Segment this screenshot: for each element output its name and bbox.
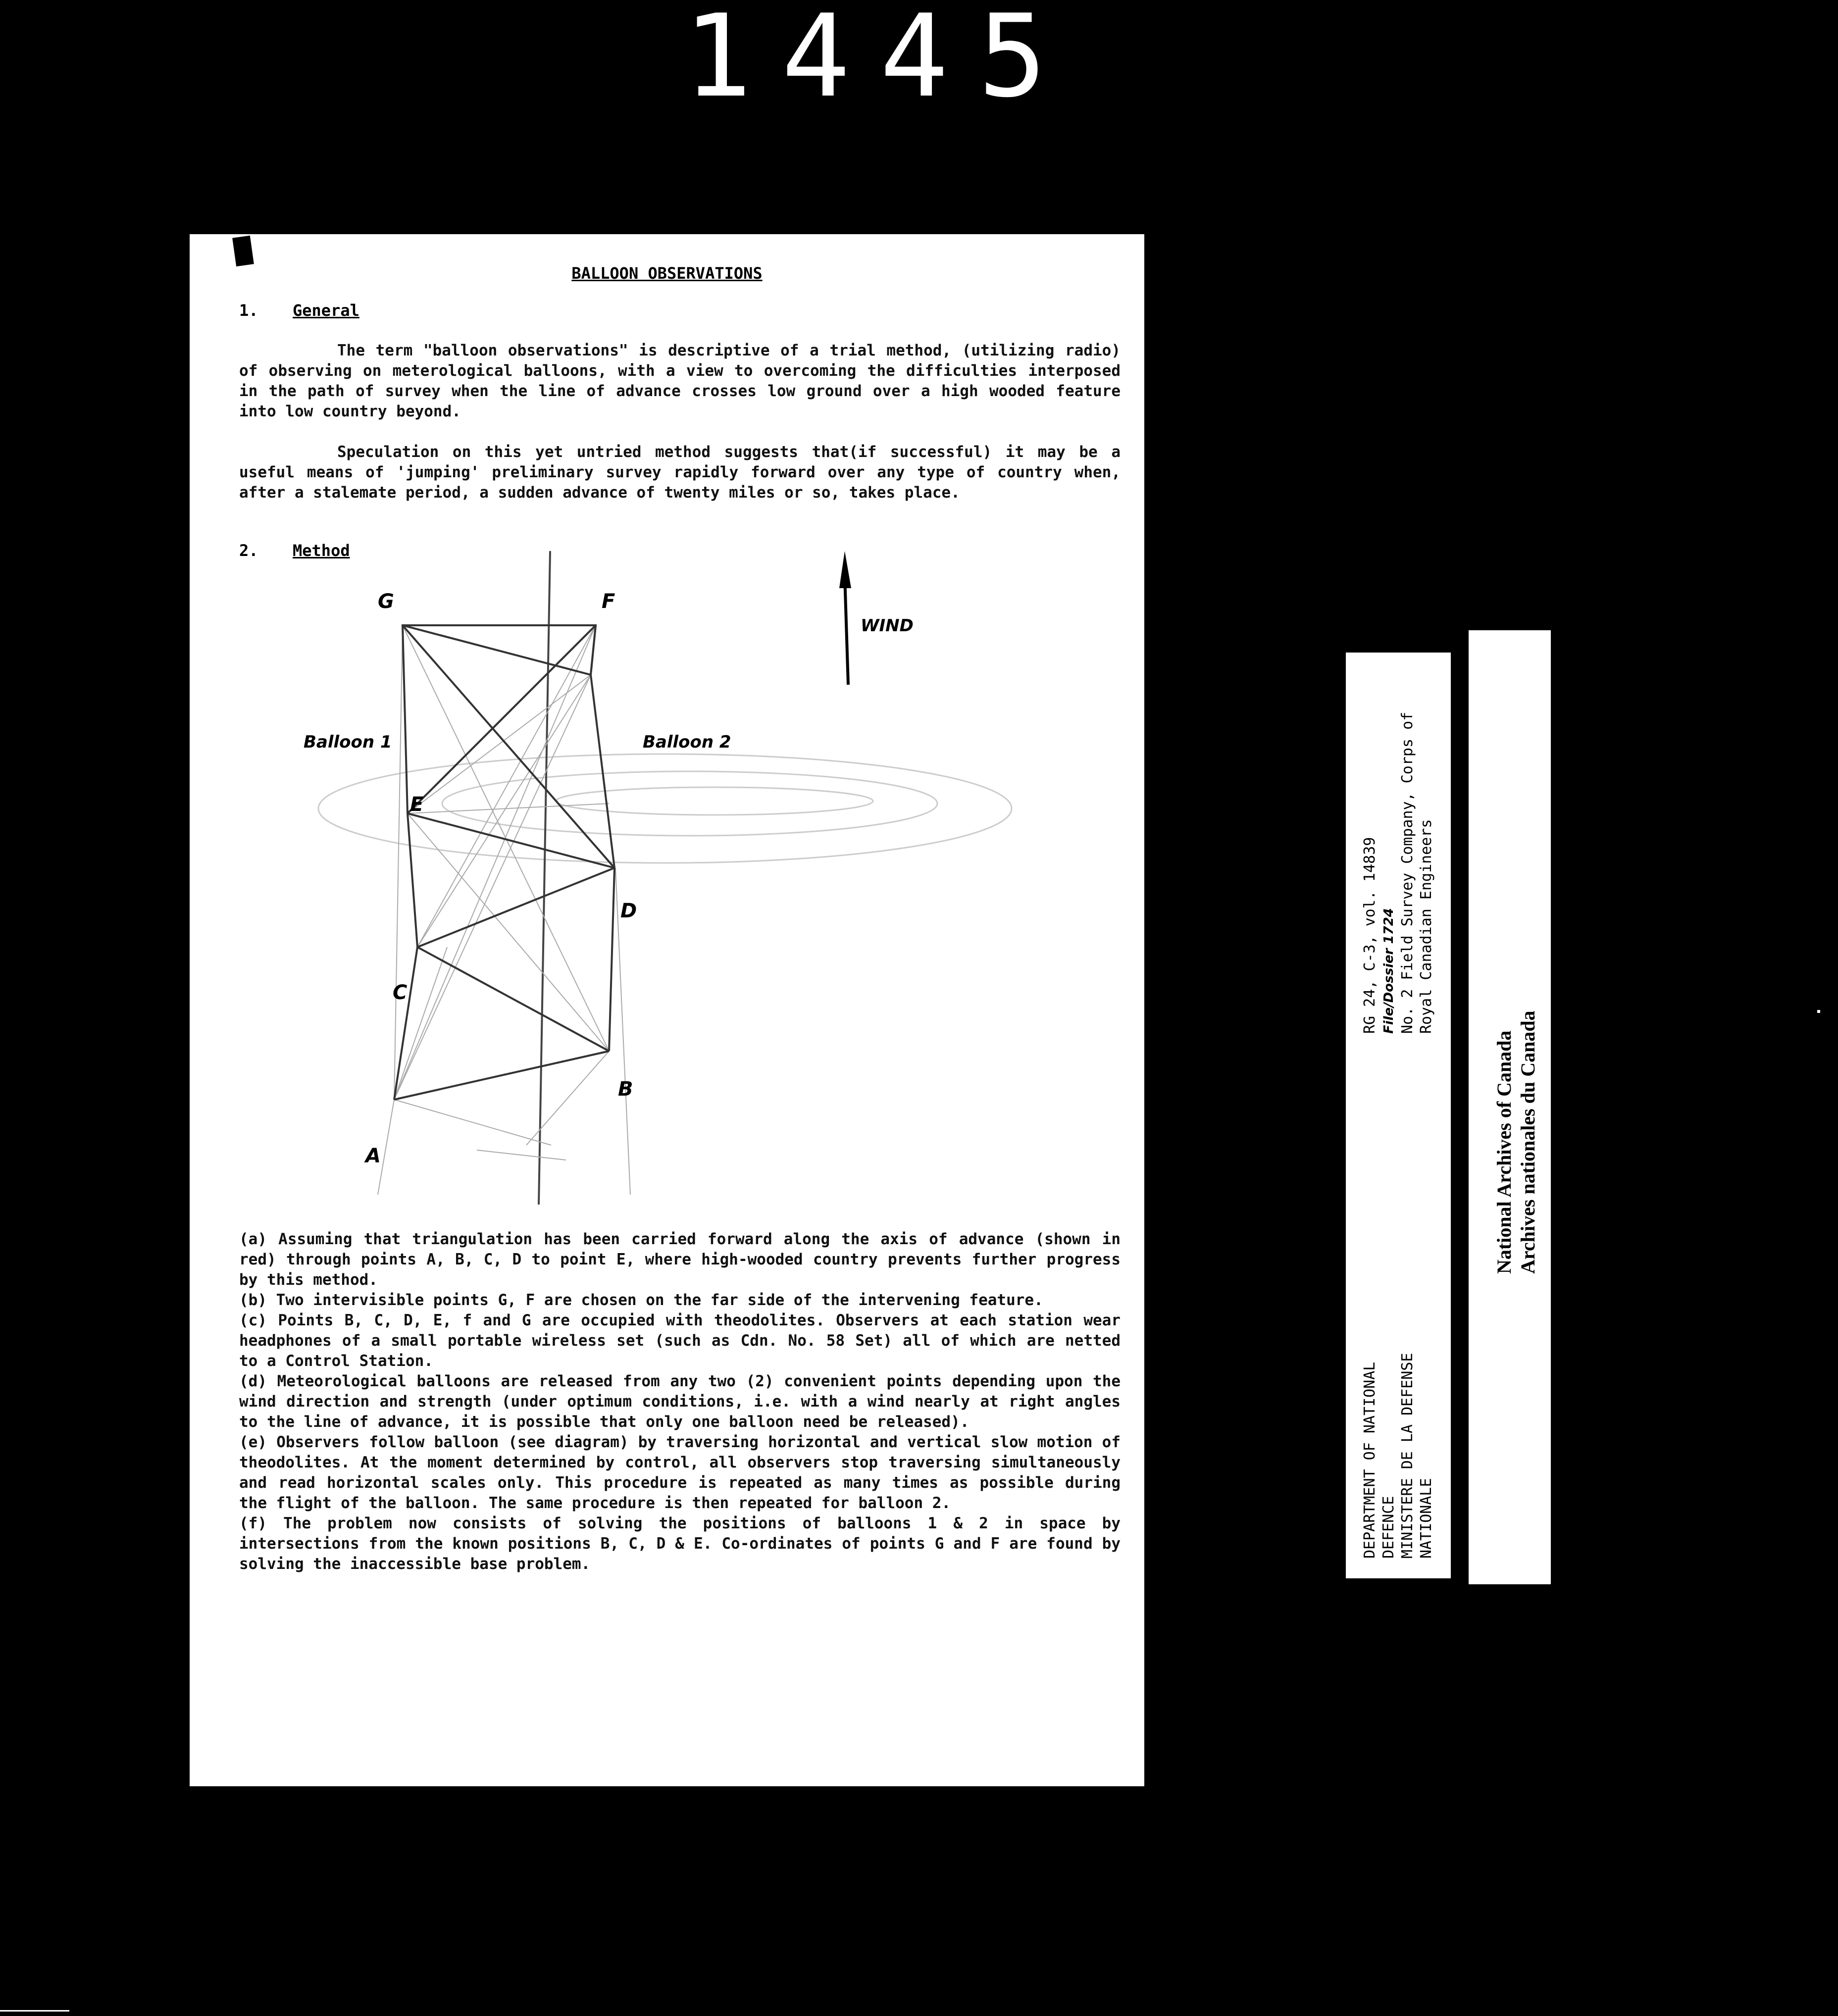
archive-label: National Archives of Canada Archives nationales du Canada	[1469, 630, 1551, 1584]
method-step-d: (d) Meteorological balloons are released from any two (2) convenient points depending upon the wind direction and strength (under optimum conditions, i.e. with a wind nearly at right angles to the line of advance, it is possible that only one balloon need be released).	[239, 1372, 1121, 1431]
wind-arrow	[839, 551, 851, 685]
section-heading-method: 2. Method	[239, 541, 350, 560]
record-reference-block: RG 24, C-3, vol. 14839 File/Dossier 1724 No. 2 Field Survey Company, Corps of Royal Canadian Engineers	[1361, 711, 1435, 1034]
department-block: DEPARTMENT OF NATIONAL DEFENCE MINISTERE DE LA DEFENSE NATIONALE	[1361, 1353, 1435, 1559]
method-step-c: (c) Points B, C, D, E, f and G are occupied with theodolites. Observers at each station wear headphones of a small portable wireless set (such as Cdn. No. 58 Set) all of which are netted to a Control Station.	[239, 1311, 1121, 1370]
theodolite-sight-lines	[378, 625, 630, 1195]
balloon-1-label: Balloon 1	[304, 732, 392, 752]
method-step-b: (b) Two intervisible points G, F are chosen on the far side of the intervening feature.	[239, 1291, 1043, 1309]
paragraph-general-1: The term "balloon observations" is descriptive of a trial method, (utilizing radio) of observing on meterological balloons, with a view to overcoming the difficulties interposed in the path of survey when the line of advance crosses low ground over a high wooded feature into low country beyond.	[239, 342, 1121, 420]
film-edge-mark	[0, 2010, 69, 2012]
point-e-label: E	[410, 793, 424, 816]
microfilm-frame-number: 1445	[683, 0, 1076, 123]
method-step-e: (e) Observers follow balloon (see diagram) by traversing horizontal and vertical slow motion of theodolites. At the moment determined by control, all observers stop traversing simultaneously and read horizontal scales only. This procedure is repeated as many times as possible during the flight of the balloon. The same procedure is then repeated for balloon 2.	[239, 1433, 1121, 1512]
reference-label	[1346, 653, 1451, 1578]
film-speck	[1817, 1010, 1820, 1013]
paragraph-general-2: Speculation on this yet untried method suggests that(if successful) it may be a useful means of 'jumping' preliminary survey rapidly forward over any type of country when, after a stalemate period, a sudden advance of twenty miles or so, takes place.	[239, 443, 1121, 502]
method-step-a: (a) Assuming that triangulation has been carried forward along the axis of advance (shown in red) through points A, B, C, D to point E, where high-wooded country prevents further progress by this method.	[239, 1230, 1121, 1289]
wind-label: WIND	[861, 616, 914, 636]
point-d-label: D	[620, 900, 637, 922]
method-step-f: (f) The problem now consists of solving the positions of balloons 1 & 2 in space by intersections from the known positions B, C, D & E. Co-ordinates of points G and F are found by solving the inaccessible base problem.	[239, 1514, 1121, 1573]
balloon-2-label: Balloon 2	[643, 732, 731, 752]
point-f-label: F	[602, 590, 615, 613]
triangulation-diagram	[304, 551, 1086, 1244]
axis-of-advance-line	[539, 551, 550, 1205]
point-c-label: C	[393, 981, 408, 1004]
point-b-label: B	[618, 1078, 633, 1101]
point-g-label: G	[378, 590, 394, 613]
document-page	[190, 234, 1144, 1786]
document-title: BALLOON OBSERVATIONS	[571, 264, 763, 283]
corner-mark	[232, 236, 254, 266]
method-steps	[239, 1229, 1121, 1574]
point-a-label: A	[365, 1145, 381, 1167]
section-heading-general: 1. General	[239, 301, 359, 320]
